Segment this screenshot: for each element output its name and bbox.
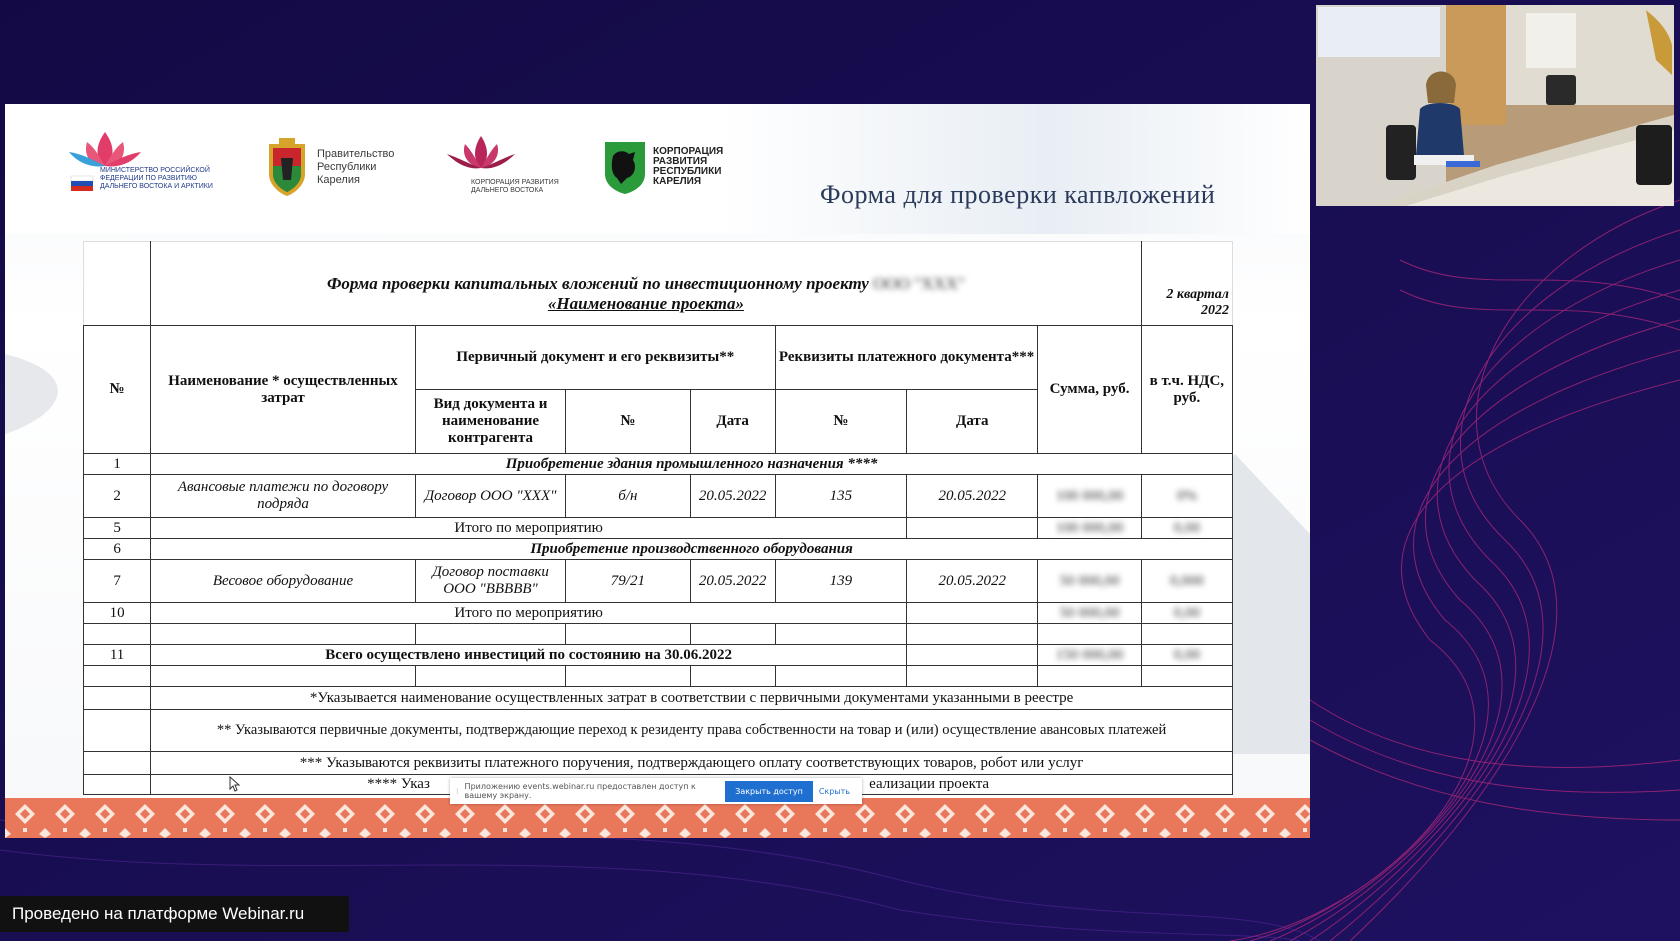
- investment-check-form: [83, 241, 1233, 801]
- blurred-sum: 100 000,00: [1038, 475, 1141, 518]
- logo-caption: КОРПОРАЦИЯ РАЗВИТИЯ РЕСПУБЛИКИ КАРЕЛИЯ: [653, 146, 724, 187]
- period-year: 2022: [1201, 302, 1229, 318]
- blurred-company-name: ООО "ХХХ": [873, 273, 965, 293]
- header-sum: Сумма, руб.: [1038, 326, 1141, 454]
- form-heading: Форма проверки капитальных вложений по инвестиционному проекту: [326, 273, 869, 293]
- bear-shield-icon: [603, 138, 647, 196]
- table-row: 1 Приобретение здания промышленного назначения ****: [84, 454, 1233, 475]
- table-row: 10 Итого по мероприятию 50 000,00 0,00: [84, 603, 1233, 624]
- header-num: №: [84, 326, 151, 454]
- blurred-vat: 0,000: [1141, 560, 1232, 603]
- section-title: Приобретение здания промышленного назначения ****: [151, 454, 1233, 475]
- grand-total-label: Всего осуществлено инвестиций по состоянию на 30.06.2022: [151, 645, 907, 666]
- header-payment-doc: Реквизиты платежного документа***: [775, 326, 1038, 390]
- slide-header: [5, 104, 1310, 234]
- table-row: 2 Авансовые платежи по договору подряда Договор ООО "ХХХ" б/н 20.05.2022 135 20.05.2022 100 000,00 0%: [84, 475, 1233, 518]
- stop-sharing-button[interactable]: Закрыть доступ: [725, 781, 813, 802]
- header-primary-doc: Первичный документ и его реквизиты**: [415, 326, 775, 390]
- header-pay-date: Дата: [907, 390, 1038, 454]
- header-vat: в т.ч. НДС, руб.: [1141, 326, 1232, 454]
- form-title-row: [84, 242, 1233, 326]
- share-message: Приложению events.webinar.ru предоставлен доступ к вашему экрану.: [464, 782, 696, 800]
- table-row: [84, 624, 1233, 645]
- logo-caption: Правительство Республики Карелия: [317, 147, 395, 186]
- table-row: 6 Приобретение производственного оборудования: [84, 539, 1233, 560]
- period-quarter: 2 квартал: [1166, 286, 1229, 302]
- blurred-sum: 100 000,00: [1038, 518, 1141, 539]
- header-doc-type: Вид документа и наименование контрагента: [415, 390, 565, 454]
- blurred-vat: 0,00: [1141, 518, 1232, 539]
- blurred-vat: 0%: [1141, 475, 1232, 518]
- logo-caption: МИНИСТЕРСТВО РОССИЙСКОЙ ФЕДЕРАЦИИ ПО РАЗВИТИЮ ДАЛЬНЕГО ВОСТОКА И АРКТИКИ: [100, 167, 213, 190]
- table-row: 7 Весовое оборудование Договор поставки ООО "ВВВВВ" 79/21 20.05.2022 139 20.05.2022 50 000,00 0,000: [84, 560, 1233, 603]
- header-row-1: [84, 326, 1233, 390]
- footnote-4-start: **** Указ: [367, 776, 430, 792]
- screen-share-notification: [450, 778, 862, 804]
- coat-of-arms-icon: [263, 136, 311, 198]
- form-table: [83, 241, 1233, 795]
- presenter-camera-feed[interactable]: [1316, 5, 1674, 206]
- header-doc-date: Дата: [690, 390, 775, 454]
- lotus-icon: [441, 134, 521, 179]
- project-name: «Наименование проекта»: [547, 293, 744, 313]
- footnote-1: *Указывается наименование осуществленных затрат в соответствии с первичными документами указанными в реестре: [151, 687, 1233, 710]
- footnote-2: ** Указываются первичные документы, подтверждающие переход к резиденту права собственности на товар и (или) осуществление авансовых платежей: [151, 710, 1233, 752]
- table-row: 5 Итого по мероприятию 100 000,00 0,00: [84, 518, 1233, 539]
- slide-title: Форма для проверки капвложений: [820, 180, 1216, 209]
- blurred-vat: 0,00: [1141, 603, 1232, 624]
- header-doc-num: №: [566, 390, 690, 454]
- ornament-border: [5, 798, 1310, 838]
- header-pay-num: №: [775, 390, 906, 454]
- hide-button[interactable]: Скрыть: [818, 786, 850, 796]
- footnote-4-end: еализации проекта: [869, 776, 990, 792]
- platform-credit: Проведено на платформе Webinar.ru: [0, 896, 349, 932]
- krrk-logo: [603, 138, 733, 196]
- header-cost-name: Наименование * осуществленных затрат: [151, 326, 416, 454]
- blurred-vat: 0,00: [1141, 645, 1232, 666]
- presentation-slide: [5, 104, 1310, 838]
- camera-video: [1316, 5, 1674, 206]
- section-title: Приобретение производственного оборудования: [151, 539, 1233, 560]
- mouse-cursor-icon: [229, 776, 241, 792]
- blurred-sum: 50 000,00: [1038, 603, 1141, 624]
- karelia-gov-logo: [263, 136, 407, 198]
- footnote-3: *** Указываются реквизиты платежного поручения, подтверждающего оплату соответствующих товаров, робот или услуг: [151, 752, 1233, 775]
- table-row: 11 Всего осуществлено инвестиций по состоянию на 30.06.2022 150 000,00 0,00: [84, 645, 1233, 666]
- blurred-sum: 50 000,00: [1038, 560, 1141, 603]
- krdv-logo: [441, 134, 566, 195]
- drag-handle-icon[interactable]: ⁞: [456, 786, 459, 796]
- blurred-sum: 150 000,00: [1038, 645, 1141, 666]
- logo-caption: КОРПОРАЦИЯ РАЗВИТИЯ ДАЛЬНЕГО ВОСТОКА: [471, 179, 559, 194]
- minvostok-logo: [65, 124, 220, 194]
